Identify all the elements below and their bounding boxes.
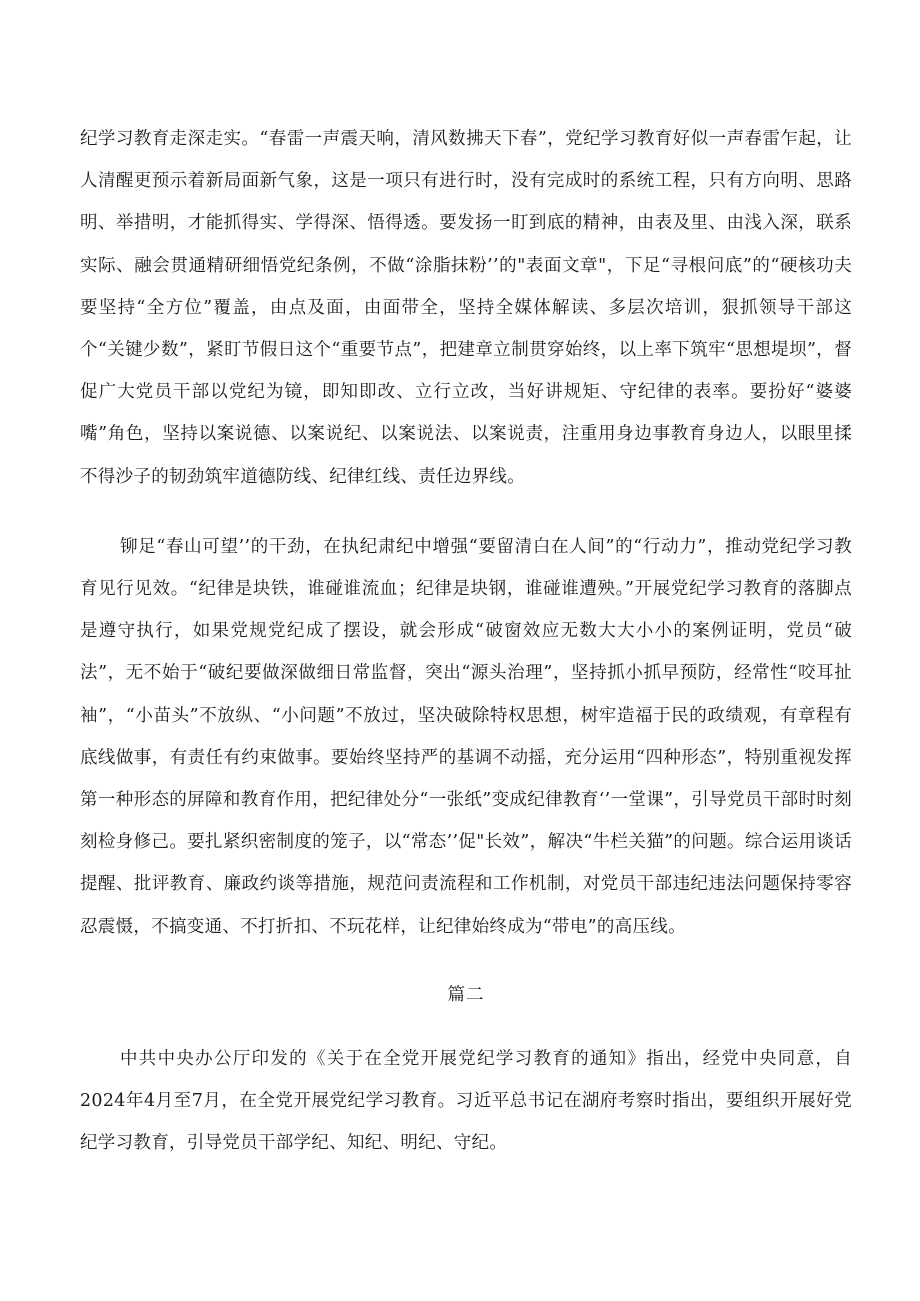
section-title: 篇二 [447, 984, 485, 1005]
document-page [80, 118, 852, 1164]
paragraph-1: 纪学习教育走深走实。“春雷一声震天响，清风数拂天下春”，党纪学习教育好似一声春雷乍起，让人清醒更预示着新局面新气象，这是一项只有进行时，没有完成时的系统工程，只有方向明、思路明、举措明，才能抓得实、学得深、悟得透。要发扬一盯到底的精神，由表及里、由浅入深，联系实际、融会贯通精研细悟党纪条例，不做“涂脂抹粉’’的"表面文章"，下足“寻根问底”的“硬核功夫要坚持“全方位”覆盖，由点及面，由面带全，坚持全媒体解读、多层次培训，狠抓领导干部这个“关键少数”，紧盯节假日这个“重要节点”，把建章立制贯穿始终，以上率下筑牢“思想堤坝”，督促广大党员干部以党纪为镜，即知即改、立行立改，当好讲规矩、守纪律的表率。要扮好“婆婆嘴”角色，坚持以案说德、以案说纪、以案说法、以案说责，注重用身边事教育身边人，以眼里揉不得沙子的韧劲筑牢道德防线、纪律红线、责任边界线。 [80, 129, 852, 487]
paragraph-2: 铆足“春山可望’’的干劲，在执纪肃纪中增强“要留清白在人间”的“行动力”，推动党纪学习教育见行见效。“纪律是块铁，谁碰谁流血；纪律是块钢，谁碰谁遭殃。”开展党纪学习教育的落脚点是遵守执行，如果党规党纪成了摆设，就会形成“破窗效应无数大大小小的案例证明，党员“破法”，无不始于“破纪要做深做细日常监督，突出“源头治理”，坚持抓小抓早预防，经常性“咬耳扯袖”，“小苗头”不放纵、“小问题”不放过，坚决破除特权思想，树牢造福于民的政绩观，有章程有底线做事，有责任有约束做事。要始终坚持严的基调不动摇，充分运用“四种形态”，特别重视发挥第一种形态的屏障和教育作用，把纪律处分“一张纸”变成纪律教育‘’一堂课”，引导党员干部时时刻刻检身修己。要扎紧织密制度的笼子，以“常态’’促"长效”，解决“牛栏关猫”的问题。综合运用谈话提醒、批评教育、廉政约谈等措施，规范问责流程和工作机制，对党员干部违纪违法问题保持零容忍震慑，不搞变通、不打折扣、不玩花样，让纪律始终成为“带电”的高压线。 [80, 536, 852, 937]
paragraph-3: 中共中央办公厅印发的《关于在全党开展党纪学习教育的通知》指出，经党中央同意，自2024年4月至7月，在全党开展党纪学习教育。习近平总书记在湖府考察时指出，要组织开展好党纪学习教育，引导党员干部学纪、知纪、明纪、守纪。 [80, 1048, 852, 1154]
